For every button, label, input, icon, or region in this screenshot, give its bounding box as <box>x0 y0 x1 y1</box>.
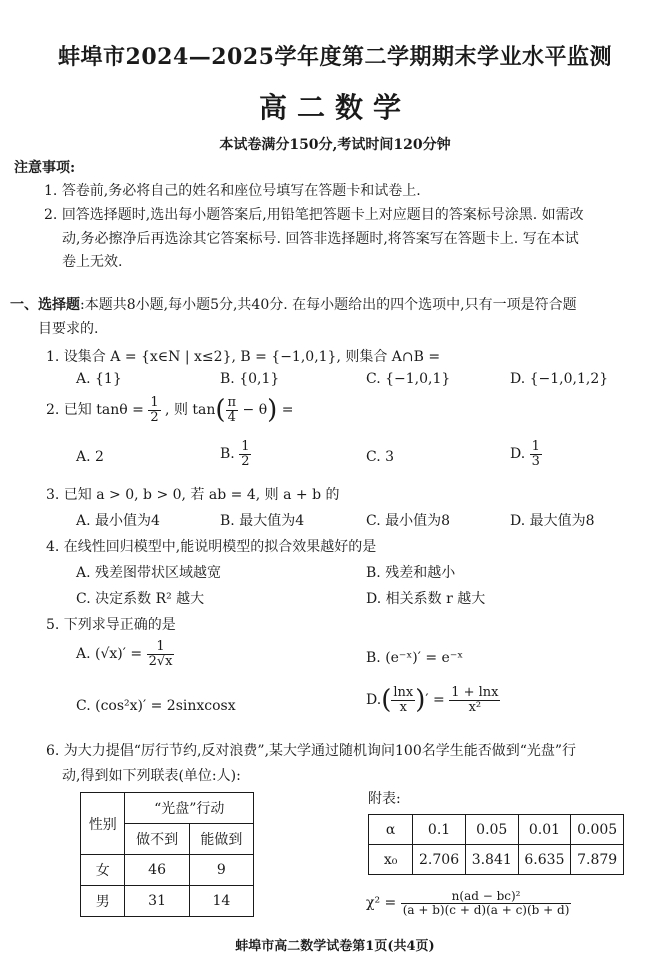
exam-title: 蚌埠市2024—2025学年度第二学期期末学业水平监测 <box>58 44 612 70</box>
q5-option-c: C. (cos²x)′ = 2sinxcosx <box>76 698 236 714</box>
table-row: α 0.1 0.05 0.01 0.005 <box>369 815 624 845</box>
q1-option-a: A. {1} <box>76 371 122 387</box>
table-row: 女 46 9 <box>81 855 254 886</box>
question-2-stem: 2. 已知 tanθ = $\frac{1}{2}$ , 则 tan( $\frac{\pi}{4}$ − θ) = <box>46 395 294 426</box>
exam-meta: 本试卷满分150分,考试时间120分钟 <box>219 137 451 153</box>
q3-option-c: C. 最小值为8 <box>366 513 451 529</box>
table-row: 男 31 14 <box>81 886 254 917</box>
q2-option-b: B. $\frac{1}{2}$ <box>220 439 250 469</box>
q3-option-b: B. 最大值为4 <box>220 513 305 529</box>
q4-option-c: C. 决定系数 R² 越大 <box>76 591 205 607</box>
q4-option-a: A. 残差图带状区域越宽 <box>76 565 222 581</box>
table-group-header: “光盘”行动 <box>125 793 254 824</box>
subject-title: 高二数学 <box>258 91 411 124</box>
q2-option-c: C. 3 <box>366 449 395 465</box>
section-1-intro: 一、选择题:本题共8小题,每小题5分,共40分. 在每小题给出的四个选项中,只有一项是符合题 <box>10 297 577 313</box>
table-corner: 性别 <box>81 793 125 855</box>
notice-item-1: 1. 答卷前,务必将自己的姓名和座位号填写在答题卡和试卷上. <box>44 183 421 199</box>
q1-option-b: B. {0,1} <box>220 371 280 387</box>
q5-option-d: D.( $\frac{\ln x}{x}$ )′ = $\frac{1 + \ln x}{\text{x²}}$ <box>366 685 499 716</box>
q5-option-b: B. (e⁻ˣ)′ = e⁻ˣ <box>366 650 464 666</box>
q1-option-c: C. {−1,0,1} <box>366 371 451 387</box>
table-col-header: 能做到 <box>189 824 253 855</box>
notice-item-2-line3: 卷上无效. <box>62 254 123 270</box>
table-row: x₀ 2.706 3.841 6.635 7.879 <box>369 845 624 875</box>
q2-option-a: A. 2 <box>76 449 104 465</box>
q4-option-b: B. 残差和越小 <box>366 565 456 581</box>
fraction-one-half: $\frac{1}{2}$ <box>150 395 159 425</box>
notice-item-2-line2: 动,务必擦净后再选涂其它答案标号. 回答非选择题时,将答案写在答题卡上. 写在本试 <box>62 231 579 247</box>
appendix-label: 附表: <box>368 791 401 807</box>
section-1-intro-line2: 目要求的. <box>38 321 99 337</box>
q5-option-a: A. (√x)′ = $\frac{1}{2√x}$ <box>76 639 173 669</box>
question-5-stem: 5. 下列求导正确的是 <box>46 617 176 633</box>
page-footer: 蚌埠市高二数学试卷第1页(共4页) <box>235 939 435 954</box>
question-1-stem: 1. 设集合 A = {x∈N | x≤2}, B = {−1,0,1}, 则集合 A∩B = <box>46 349 441 365</box>
table-col-header: 做不到 <box>125 824 189 855</box>
q2-option-d: D. $\frac{1}{3}$ <box>510 439 540 469</box>
question-3-stem: 3. 已知 a > 0, b > 0, 若 ab = 4, 则 a + b 的 <box>46 487 340 503</box>
fraction-pi-over-4: $\frac{\pi}{4}$ <box>227 395 237 425</box>
contingency-table <box>80 792 254 917</box>
critical-value-table <box>368 814 624 875</box>
q1-option-d: D. {−1,0,1,2} <box>510 371 609 387</box>
chi-square-formula: χ² = $\frac{\text{n(ad − bc)²}}{(a + b)(c + d)(a + c)(b + d)}$ <box>366 889 570 917</box>
question-6-line2: 动,得到如下列联表(单位:人): <box>62 768 241 784</box>
question-6-line1: 6. 为大力提倡“厉行节约,反对浪费”,某大学通过随机询问100名学生能否做到“光盘”行 <box>46 743 577 759</box>
q3-option-a: A. 最小值为4 <box>76 513 160 529</box>
q3-option-d: D. 最大值为8 <box>510 513 595 529</box>
q4-option-d: D. 相关系数 r 越大 <box>366 591 486 607</box>
question-4-stem: 4. 在线性回归模型中,能说明模型的拟合效果越好的是 <box>46 539 377 555</box>
notice-item-2: 2. 回答选择题时,选出每小题答案后,用铅笔把答题卡上对应题目的答案标号涂黑. 如需改 <box>44 207 584 223</box>
notice-heading: 注意事项: <box>14 160 76 176</box>
